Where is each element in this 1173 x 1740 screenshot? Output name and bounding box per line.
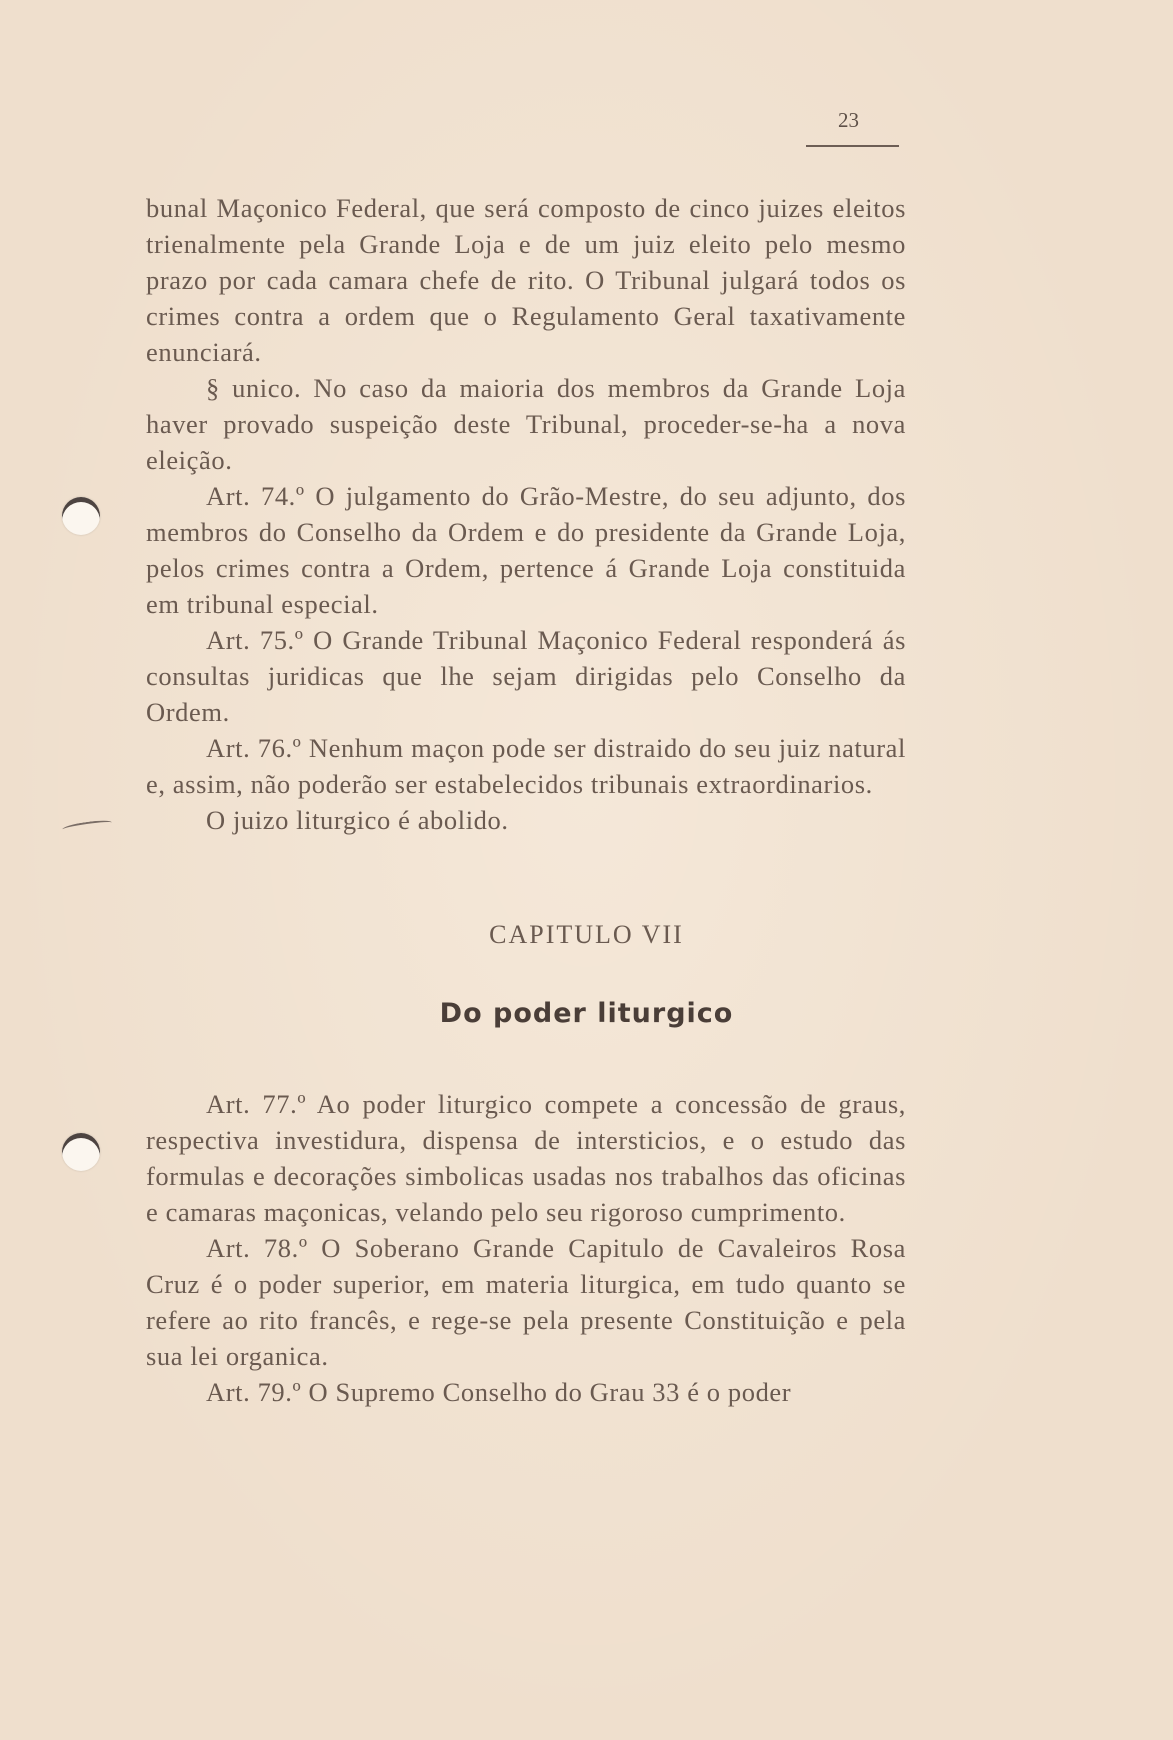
paragraph-art-77: Art. 77.º Ao poder liturgico compete a concessão de graus, respectiva investidura, dispensa de intersticios, e o estudo das formulas e decorações simbolicas usadas nos trabalhos das oficinas e camaras maçonicas, velando pelo seu rigoroso cumprimento. <box>146 1089 906 1227</box>
page-number-rule <box>806 145 899 147</box>
punch-hole-bottom <box>62 1133 100 1171</box>
punch-hole-top <box>62 497 100 535</box>
chapter-subtitle: Do poder liturgico <box>439 998 734 1029</box>
paragraph-continuation: bunal Maçonico Federal, que será composto de cinco juizes eleitos trienalmente pela Grande Loja e de um juiz eleito pelo mesmo prazo por cada camara chefe de rito. O Tribunal julgará todos os crimes contra a ordem que o Regulamento Geral taxativamente enunciará. <box>146 193 906 367</box>
paragraph-art-75: Art. 75.º O Grande Tribunal Maçonico Federal responderá ás consultas juridicas que lhe sejam dirigidas pelo Conselho da Ordem. <box>146 625 906 727</box>
margin-pencil-mark <box>62 819 113 834</box>
paragraph-art-78: Art. 78.º O Soberano Grande Capitulo de Cavaleiros Rosa Cruz é o poder superior, em materia liturgica, em tudo quanto se refere ao rito francês, e rege-se pela presente Constituição e pela sua lei organica. <box>146 1233 906 1371</box>
paragraph-juizo-liturgico: O juizo liturgico é abolido. <box>206 805 509 835</box>
body-text-top <box>146 190 906 838</box>
paragraph-art-74: Art. 74.º O julgamento do Grão-Mestre, do seu adjunto, dos membros do Conselho da Ordem e do presidente da Grande Loja, pelos crimes contra a Ordem, pertence á Grande Loja constituida em tribunal especial. <box>146 481 906 619</box>
body-text-bottom <box>146 1086 906 1410</box>
paragraph-section-unico: § unico. No caso da maioria dos membros da Grande Loja haver provado suspeição deste Tribunal, proceder-se-ha a nova eleição. <box>146 373 906 475</box>
paragraph-art-79: Art. 79.º O Supremo Conselho do Grau 33 é o poder <box>206 1377 792 1407</box>
chapter-title: CAPITULO VII <box>489 920 684 949</box>
page-number: 23 <box>838 108 859 132</box>
paragraph-art-76: Art. 76.º Nenhum maçon pode ser distraido do seu juiz natural e, assim, não poderão ser estabelecidos tribunais extraordinarios. <box>146 733 906 799</box>
